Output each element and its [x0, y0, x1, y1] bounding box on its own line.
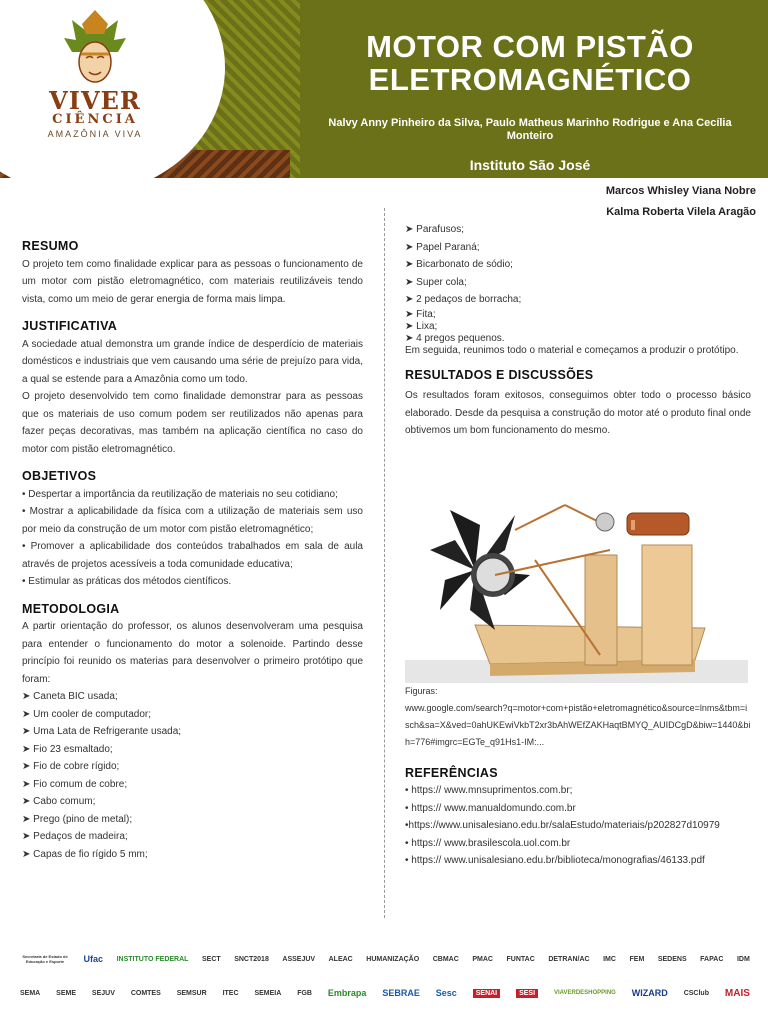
objetivo-item: • Despertar a importância da reutilização de materiais no seu cotidiano; — [22, 488, 338, 500]
resultados-text: Os resultados foram exitosos, conseguimos obter todo o processo básico elaborado. Desde da pesquisa a construção do motor até o produto final onde obtivemos um bom funcionamento do mesmo. — [405, 390, 751, 436]
list-item: ➤ Fio comum de cobre; — [22, 776, 363, 794]
resumo-text: O projeto tem como finalidade explicar para as pessoas o funcionamento de um motor com pistão eletromagnético, com materiais reutilizáveis tendo vista, como um meio de gerar energia de forma mais limpa. — [22, 258, 363, 305]
institution: Instituto São José — [469, 157, 591, 173]
logo-brand-2: CIÊNCIA — [52, 112, 138, 127]
left-column — [22, 238, 363, 873]
sponsor-logo: SESI — [516, 989, 538, 998]
list-item: ➤ Super cola; — [405, 274, 751, 292]
materials-list-continued — [405, 221, 751, 309]
sponsor-logo: COMTES — [130, 989, 161, 997]
sponsor-logo: DETRAN/AC — [548, 955, 590, 963]
sponsor-logo: CBMAC — [432, 955, 459, 963]
list-item: ➤ Capas de fio rígido 5 mm; — [22, 846, 363, 864]
poster-header — [0, 0, 768, 178]
reference-item: •https://www.unisalesiano.edu.br/salaEstudo/materiais/p202827d10979 — [405, 820, 720, 831]
objetivo-item: • Mostrar a aplicabilidade da física com a utilização de materiais sem uso por meio da construção de um motor com pistão eletromagnético; — [22, 506, 363, 535]
sponsor-logo: SEMA — [20, 989, 41, 997]
title-line-2: ELETROMAGNÉTICO — [368, 62, 692, 97]
sponsor-logo: PMAC — [472, 955, 493, 963]
referencias-heading: REFERÊNCIAS — [405, 765, 498, 780]
sponsor-logo: WIZARD — [631, 988, 668, 998]
sponsor-logo: ASSEJUV — [282, 955, 316, 963]
sponsor-logo: ALEAC — [328, 955, 353, 963]
sponsor-row-1 — [20, 945, 750, 973]
reference-item: • https:// www.unisalesiano.edu.br/biblioteca/monografias/46133.pdf — [405, 855, 705, 866]
list-item: ➤ Fio de cobre rígido; — [22, 758, 363, 776]
sponsor-logo: FAPAC — [700, 955, 724, 963]
objetivos-heading: OBJETIVOS — [22, 469, 97, 483]
sponsor-logo: Sesc — [435, 988, 457, 998]
section-objetivos — [22, 468, 363, 591]
list-item: ➤ Bicarbonato de sódio; — [405, 256, 751, 274]
sponsor-logo: FUNTAC — [506, 955, 535, 963]
sponsor-logo: SNCT2018 — [234, 955, 269, 963]
title-line-1: MOTOR COM PISTÃO — [366, 29, 694, 64]
sponsor-logo: Embrapa — [327, 988, 367, 998]
sponsor-logo: SENAI — [473, 989, 500, 998]
list-item: ➤ Um cooler de computador; — [22, 706, 363, 724]
list-item: ➤ 4 pregos pequenos. — [405, 333, 751, 345]
list-item: ➤ Caneta BIC usada; — [22, 688, 363, 706]
sponsor-logo: FEM — [629, 955, 645, 963]
coordinator-2: Kalma Roberta Vilela Aragão — [606, 206, 756, 218]
sponsor-logo: SEBRAE — [382, 988, 420, 998]
continued-text: Em seguida, reunimos todo o material e começamos a produzir o protótipo. — [405, 344, 739, 356]
sponsor-logo: SEME — [56, 989, 76, 997]
metodologia-text: A partir orientação do professor, os alunos desenvolveram uma pesquisa para entender o funcionamento do motor a solenoide. Partindo desse princípio foi reunido os materias para desenvolver o primeiro protótipo que foram: — [22, 621, 363, 685]
reference-item: • https:// www.brasilescola.uol.com.br — [405, 837, 571, 849]
sponsor-logo: SECT — [201, 955, 221, 963]
authors: Nalvy Anny Pinheiro da Silva, Paulo Matheus Marinho Rodrigue e Ana Cecília Monteiro — [328, 117, 732, 142]
materials-list — [22, 688, 363, 863]
logo-subtitle: AMAZÔNIA VIVA — [47, 129, 143, 139]
sponsor-logo: HUMANIZAÇÃO — [366, 955, 420, 963]
sponsor-logo: INSTITUTO FEDERAL — [116, 955, 189, 963]
list-item: ➤ Cabo comum; — [22, 793, 363, 811]
list-item: ➤ Uma Lata de Refrigerante usada; — [22, 723, 363, 741]
sponsor-logo: SEMEIA — [254, 989, 282, 997]
list-item: ➤ Parafusos; — [405, 221, 751, 239]
motor-photo — [405, 450, 748, 683]
sponsor-logo: MAIS — [724, 987, 750, 999]
coordinator-1: Marcos Whisley Viana Nobre — [605, 185, 756, 197]
objetivo-item: • Estimular as práticas dos métodos científicos. — [22, 576, 232, 587]
sponsor-logo: IDM — [736, 955, 750, 963]
list-item: ➤ Papel Paraná; — [405, 239, 751, 257]
resumo-heading: RESUMO — [22, 239, 79, 253]
sponsor-logo: Secretaria de Estado de Educação e Esporte — [22, 954, 68, 964]
viver-ciencia-logo — [30, 10, 160, 160]
section-metodologia — [22, 601, 363, 864]
sponsor-logo: FGB — [297, 989, 312, 997]
sponsor-logo: IMC — [603, 955, 616, 963]
reference-item: • https:// www.mnsuprimentos.com.br; — [405, 785, 573, 796]
justificativa-p2: O projeto desenvolvido tem como finalidade demonstrar para as pessoas que os materiais de uso comum podem ser reutilizados não apenas para fazer peças decorativas, mas também na aplicação científica no caso do motor com pistão eletromagnético. — [22, 391, 363, 455]
caption-label: Figuras: — [405, 685, 438, 696]
list-item: ➤ 2 pedaços de borracha; — [405, 291, 751, 309]
logo-brand: VIVER — [49, 86, 141, 115]
sponsor-logo: ITEC — [222, 989, 239, 997]
sponsor-row-2 — [20, 979, 750, 1007]
right-column — [405, 221, 751, 870]
list-item: ➤ Lixa; — [405, 321, 751, 333]
sponsor-logo: SEDENS — [657, 955, 687, 963]
justificativa-p1: A sociedade atual demonstra um grande índice de desperdício de materiais domésticos e industriais que vem causando uma série de prejuízo para vida, a qual se estende para a Amazônia como um todo. — [22, 338, 363, 385]
column-divider — [384, 208, 386, 918]
sponsor-logo: VIAVERDESHOPPING — [553, 990, 616, 996]
sponsor-logo: CSClub — [683, 989, 709, 997]
metodologia-heading: METODOLOGIA — [22, 601, 120, 616]
sponsor-logo: SEMSUR — [176, 989, 207, 997]
resultados-heading: RESULTADOS E DISCUSSÕES — [405, 367, 594, 382]
mask-icon — [60, 10, 130, 90]
figure-caption — [405, 683, 751, 751]
justificativa-heading: JUSTIFICATIVA — [22, 319, 118, 333]
sponsor-logo: Ufac — [83, 954, 104, 964]
list-item: ➤ Fio 23 esmaltado; — [22, 741, 363, 759]
materials-list-tight — [405, 309, 751, 345]
section-justificativa — [22, 318, 363, 458]
poster-title — [300, 30, 760, 96]
list-item: ➤ Pedaços de madeira; — [22, 828, 363, 846]
references-list — [405, 782, 751, 870]
list-item: ➤ Fita; — [405, 309, 751, 321]
sponsor-logo: SEJUV — [91, 989, 115, 997]
caption-url: www.google.com/search?q=motor+com+pistão+eletromagnético&source=lnms&tbm=isch&sa=X&ved=0ahUKEwiVkbT2xr3bAhWEfZAKHaqtBMYQ_AUIDCgD&biw=1440&bih=776#imgrc=EGTe_q91Hs1-IM:... — [405, 702, 751, 747]
objetivo-item: • Promover a aplicabilidade dos conteúdos trabalhados em sala de aula através de projetos acessíveis a toda comunidade educativa; — [22, 541, 363, 570]
sponsor-footer — [20, 945, 750, 1015]
reference-item: • https:// www.manualdomundo.com.br — [405, 802, 576, 814]
section-resumo — [22, 238, 363, 308]
list-item: ➤ Prego (pino de metal); — [22, 811, 363, 829]
